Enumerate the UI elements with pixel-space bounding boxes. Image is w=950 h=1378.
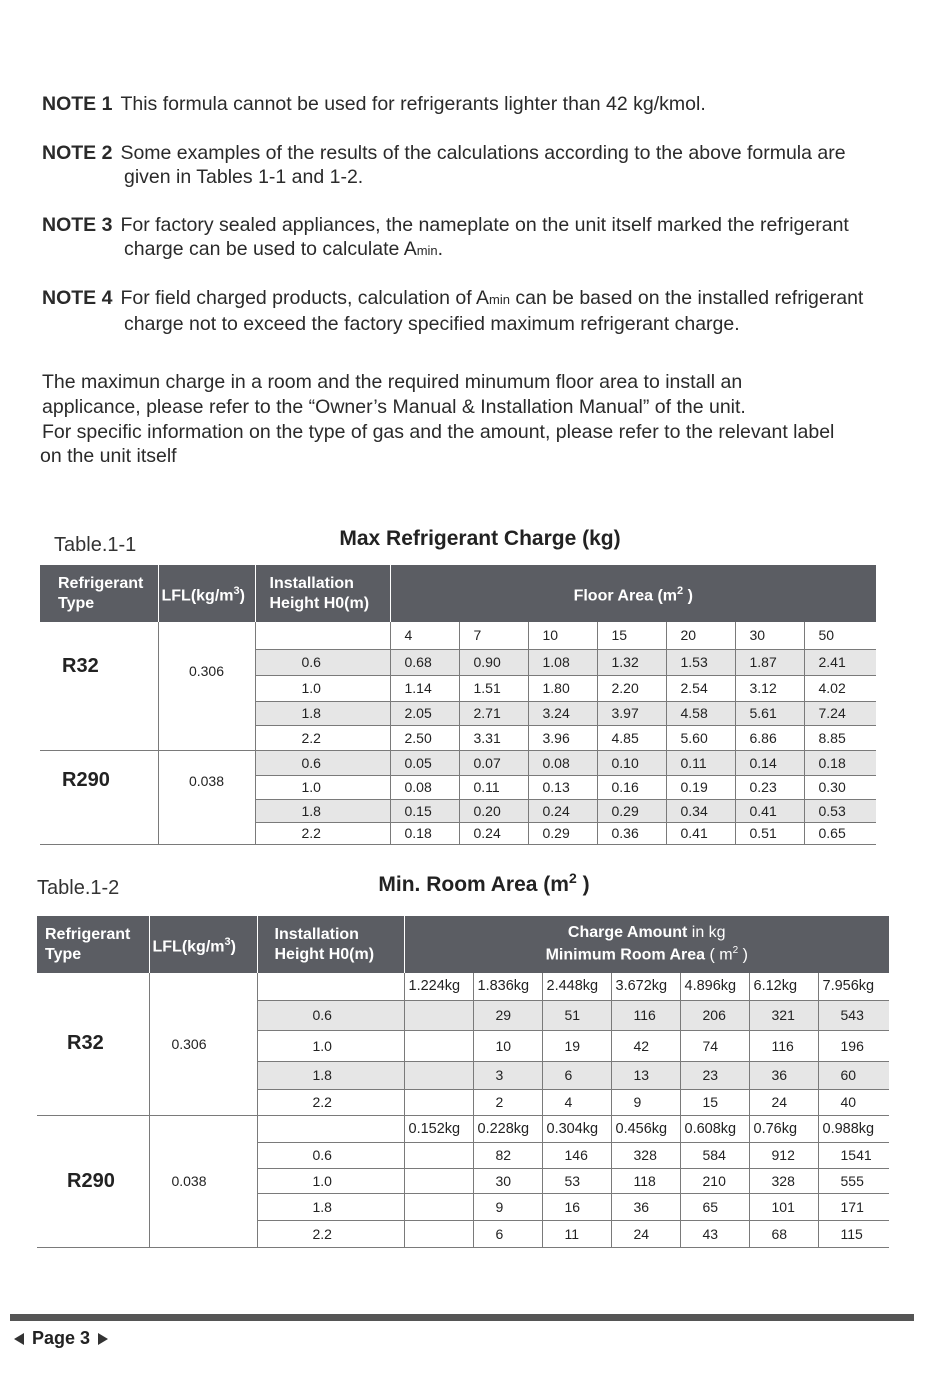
room-area-value: 118	[611, 1168, 680, 1193]
charge-value: 3.24	[528, 701, 597, 725]
min-room-area-table	[37, 916, 889, 1248]
refrigerant-type: R32	[62, 655, 99, 677]
room-area-value: 40	[818, 1089, 889, 1115]
note-text: For field charged products, calculation of Amin can be based on the installed refrigerant	[120, 287, 864, 309]
charge-value: 0.13	[528, 775, 597, 799]
charge-value: 2.20	[597, 675, 666, 701]
header-lfl: $LFL(kg/m^3)$	[158, 565, 255, 622]
charge-amount: 3.672kg	[611, 973, 680, 1000]
note-text-cont: given in Tables 1-1 and 1-2.	[124, 166, 364, 188]
installation-height: 0.6	[255, 750, 390, 775]
room-area-value: 51	[542, 1000, 611, 1030]
table-row	[40, 750, 876, 775]
installation-height: 1.8	[255, 701, 390, 725]
charge-value: 1.80	[528, 675, 597, 701]
charge-value: 5.60	[666, 725, 735, 750]
floor-area-value: 20	[666, 622, 735, 649]
footer-divider	[10, 1314, 914, 1321]
room-area-value: 19	[542, 1030, 611, 1061]
charge-value: 0.90	[459, 649, 528, 675]
note-text-cont: charge can be used to calculate Amin.	[124, 238, 444, 260]
room-area-value: 82	[473, 1142, 542, 1168]
charge-value: 0.18	[804, 750, 876, 775]
charge-amount: 0.304kg	[542, 1115, 611, 1142]
prev-page-icon[interactable]	[14, 1333, 24, 1345]
room-area-value: 115	[818, 1220, 889, 1247]
charge-value: 2.71	[459, 701, 528, 725]
charge-value: 0.41	[666, 822, 735, 844]
charge-value: 1.32	[597, 649, 666, 675]
table2-caption: Table.1-2	[37, 877, 120, 899]
refrigerant-type: R290	[40, 750, 158, 844]
room-area-value: 23	[680, 1061, 749, 1089]
room-area-value: 146	[542, 1142, 611, 1168]
installation-height: 0.6	[255, 649, 390, 675]
charge-value: 0.19	[666, 775, 735, 799]
room-area-value: 321	[749, 1000, 818, 1030]
installation-height: 0.6	[257, 1000, 404, 1030]
room-area-value: 29	[473, 1000, 542, 1030]
header-floor-area: Floor Area ($m^2$ )	[390, 565, 876, 622]
room-area-value: 42	[611, 1030, 680, 1061]
charge-value: 1.53	[666, 649, 735, 675]
note-1	[42, 92, 922, 116]
charge-value: 4.58	[666, 701, 735, 725]
room-area-value	[404, 1142, 473, 1168]
floor-area-value: 7	[459, 622, 528, 649]
charge-value: 6.86	[735, 725, 804, 750]
room-area-value: 206	[680, 1000, 749, 1030]
charge-amount: 1.836kg	[473, 973, 542, 1000]
room-area-value: 16	[542, 1193, 611, 1220]
room-area-value: 6	[542, 1061, 611, 1089]
header-refrigerant-type: Refrigerant Type	[37, 916, 149, 973]
page-footer	[14, 1328, 108, 1349]
charge-value: 2.41	[804, 649, 876, 675]
note-text: This formula cannot be used for refrigerants lighter than 42 kg/kmol.	[120, 93, 706, 115]
lfl-value: 0.038	[158, 750, 255, 844]
charge-amount: 0.152kg	[404, 1115, 473, 1142]
charge-value: 2.54	[666, 675, 735, 701]
installation-height: 1.0	[257, 1030, 404, 1061]
charge-value: 0.05	[390, 750, 459, 775]
header-installation-height: Installation Height H0(m)	[255, 565, 390, 622]
charge-value: 1.14	[390, 675, 459, 701]
room-area-value: 60	[818, 1061, 889, 1089]
charge-value: 8.85	[804, 725, 876, 750]
room-area-value	[404, 1000, 473, 1030]
charge-value: 2.50	[390, 725, 459, 750]
note-text: For factory sealed appliances, the nameplate on the unit itself marked the refrigerant	[120, 214, 849, 236]
room-area-value: 6	[473, 1220, 542, 1247]
room-area-value	[404, 1220, 473, 1247]
room-area-value: 10	[473, 1030, 542, 1061]
lfl-value: 0.038	[149, 1115, 257, 1247]
room-area-value: 4	[542, 1089, 611, 1115]
header-installation-height: Installation Height H0(m)	[257, 916, 404, 973]
charge-value: 0.34	[666, 799, 735, 822]
installation-height: 2.2	[255, 725, 390, 750]
installation-height: 1.8	[257, 1061, 404, 1089]
note-text-cont: charge not to exceed the factory specified maximum refrigerant charge.	[124, 313, 740, 335]
charge-amount: 0.76kg	[749, 1115, 818, 1142]
floor-area-value: 4	[390, 622, 459, 649]
charge-value: 0.24	[459, 822, 528, 844]
table1-title: Max Refrigerant Charge (kg)	[339, 527, 621, 550]
room-area-value	[404, 1193, 473, 1220]
charge-value: 0.11	[459, 775, 528, 799]
room-area-value: 30	[473, 1168, 542, 1193]
charge-value: 0.16	[597, 775, 666, 799]
charge-value: 0.23	[735, 775, 804, 799]
note-3	[42, 213, 922, 263]
charge-value: 7.24	[804, 701, 876, 725]
room-area-value: 196	[818, 1030, 889, 1061]
installation-height: 1.8	[257, 1193, 404, 1220]
room-area-value: 36	[611, 1193, 680, 1220]
charge-value: 1.87	[735, 649, 804, 675]
charge-value: 2.05	[390, 701, 459, 725]
room-area-value: 53	[542, 1168, 611, 1193]
charge-value: 4.02	[804, 675, 876, 701]
installation-height: 1.0	[255, 675, 390, 701]
page-number: Page 3	[32, 1328, 91, 1348]
room-area-value: 912	[749, 1142, 818, 1168]
charge-amount: 0.608kg	[680, 1115, 749, 1142]
lfl-value: 0.306	[149, 973, 257, 1115]
charge-value: 3.12	[735, 675, 804, 701]
room-area-value: 555	[818, 1168, 889, 1193]
room-area-value	[404, 1168, 473, 1193]
charge-value: 1.08	[528, 649, 597, 675]
installation-height: 0.6	[257, 1142, 404, 1168]
charge-value: 3.31	[459, 725, 528, 750]
room-area-value: 328	[611, 1142, 680, 1168]
charge-value: 0.29	[528, 822, 597, 844]
room-area-value: 2	[473, 1089, 542, 1115]
charge-value: 0.51	[735, 822, 804, 844]
note-label: NOTE 1	[42, 93, 113, 115]
room-area-value: 171	[818, 1193, 889, 1220]
room-area-value: 15	[680, 1089, 749, 1115]
note-4	[42, 286, 922, 336]
installation-height: 1.8	[255, 799, 390, 822]
room-area-value: 36	[749, 1061, 818, 1089]
charge-value: 0.29	[597, 799, 666, 822]
room-area-value: 543	[818, 1000, 889, 1030]
note-label: NOTE 2	[42, 142, 113, 164]
room-area-value: 328	[749, 1168, 818, 1193]
table1-caption: Table.1-1	[54, 534, 137, 556]
note-label: NOTE 4	[42, 287, 113, 309]
charge-value: 0.65	[804, 822, 876, 844]
installation-height: 2.2	[257, 1220, 404, 1247]
floor-area-value: 10	[528, 622, 597, 649]
header-charge-amount: Charge Amount in kg Minimum Room Area ( $m^2$ )	[404, 916, 889, 973]
charge-value: 0.30	[804, 775, 876, 799]
room-area-value: 3	[473, 1061, 542, 1089]
installation-height: 2.2	[257, 1089, 404, 1115]
refrigerant-type: R32	[37, 973, 149, 1115]
charge-amount-row	[37, 1115, 889, 1142]
lfl-value: 0.306	[158, 649, 255, 750]
charge-value: 0.08	[390, 775, 459, 799]
room-area-value: 11	[542, 1220, 611, 1247]
floor-area-row	[40, 622, 876, 649]
floor-area-value: 30	[735, 622, 804, 649]
charge-amount: 4.896kg	[680, 973, 749, 1000]
charge-amount: 2.448kg	[542, 973, 611, 1000]
note-text: Some examples of the results of the calculations according to the above formula are	[120, 142, 846, 164]
next-page-icon[interactable]	[98, 1333, 108, 1345]
charge-amount: 0.456kg	[611, 1115, 680, 1142]
room-area-value: 116	[611, 1000, 680, 1030]
table2-title: Min. Room Area ($m^2$ )	[378, 870, 590, 896]
installation-height: 1.0	[257, 1168, 404, 1193]
room-area-value: 101	[749, 1193, 818, 1220]
room-area-value: 13	[611, 1061, 680, 1089]
room-area-value	[404, 1061, 473, 1089]
charge-value: 0.07	[459, 750, 528, 775]
room-area-value: 9	[473, 1193, 542, 1220]
refrigerant-type: R290	[37, 1115, 149, 1247]
table-row	[40, 649, 876, 675]
room-area-value	[404, 1030, 473, 1061]
charge-value: 0.10	[597, 750, 666, 775]
floor-area-value: 15	[597, 622, 666, 649]
room-area-value: 43	[680, 1220, 749, 1247]
note-label: NOTE 3	[42, 214, 113, 236]
charge-value: 0.24	[528, 799, 597, 822]
room-area-value	[404, 1089, 473, 1115]
header-lfl: $LFL(kg/m^3)$	[149, 916, 257, 973]
room-area-value: 210	[680, 1168, 749, 1193]
charge-amount: 0.228kg	[473, 1115, 542, 1142]
charge-value: 0.18	[390, 822, 459, 844]
charge-value: 0.08	[528, 750, 597, 775]
floor-area-value: 50	[804, 622, 876, 649]
room-area-value: 1541	[818, 1142, 889, 1168]
room-area-value: 116	[749, 1030, 818, 1061]
room-area-value: 24	[611, 1220, 680, 1247]
room-area-value: 68	[749, 1220, 818, 1247]
charge-value: 0.14	[735, 750, 804, 775]
charge-value: 0.20	[459, 799, 528, 822]
charge-value: 5.61	[735, 701, 804, 725]
room-area-value: 584	[680, 1142, 749, 1168]
info-paragraph: The maximun charge in a room and the required minumum floor area to install an applicance, please refer to the “Owner’s Manual & Installation Manual” of the unit. For specific information on the type of gas and the amount, please refer to the relevant label on the unit itself	[40, 371, 835, 467]
charge-value: 0.53	[804, 799, 876, 822]
room-area-value: 74	[680, 1030, 749, 1061]
max-charge-table	[40, 565, 876, 845]
charge-value: 3.96	[528, 725, 597, 750]
charge-value: 4.85	[597, 725, 666, 750]
note-2	[42, 141, 922, 189]
charge-amount: 6.12kg	[749, 973, 818, 1000]
header-refrigerant-type: Refrigerant Type	[40, 565, 158, 622]
charge-amount-row	[37, 973, 889, 1000]
charge-value: 3.97	[597, 701, 666, 725]
charge-value: 0.11	[666, 750, 735, 775]
room-area-value: 24	[749, 1089, 818, 1115]
charge-value: 0.15	[390, 799, 459, 822]
charge-amount: 0.988kg	[818, 1115, 889, 1142]
charge-value: 1.51	[459, 675, 528, 701]
room-area-value: 9	[611, 1089, 680, 1115]
charge-amount: 1.224kg	[404, 973, 473, 1000]
charge-value: 0.41	[735, 799, 804, 822]
charge-value: 0.36	[597, 822, 666, 844]
installation-height: 1.0	[255, 775, 390, 799]
charge-value: 0.68	[390, 649, 459, 675]
charge-amount: 7.956kg	[818, 973, 889, 1000]
room-area-value: 65	[680, 1193, 749, 1220]
installation-height: 2.2	[255, 822, 390, 844]
